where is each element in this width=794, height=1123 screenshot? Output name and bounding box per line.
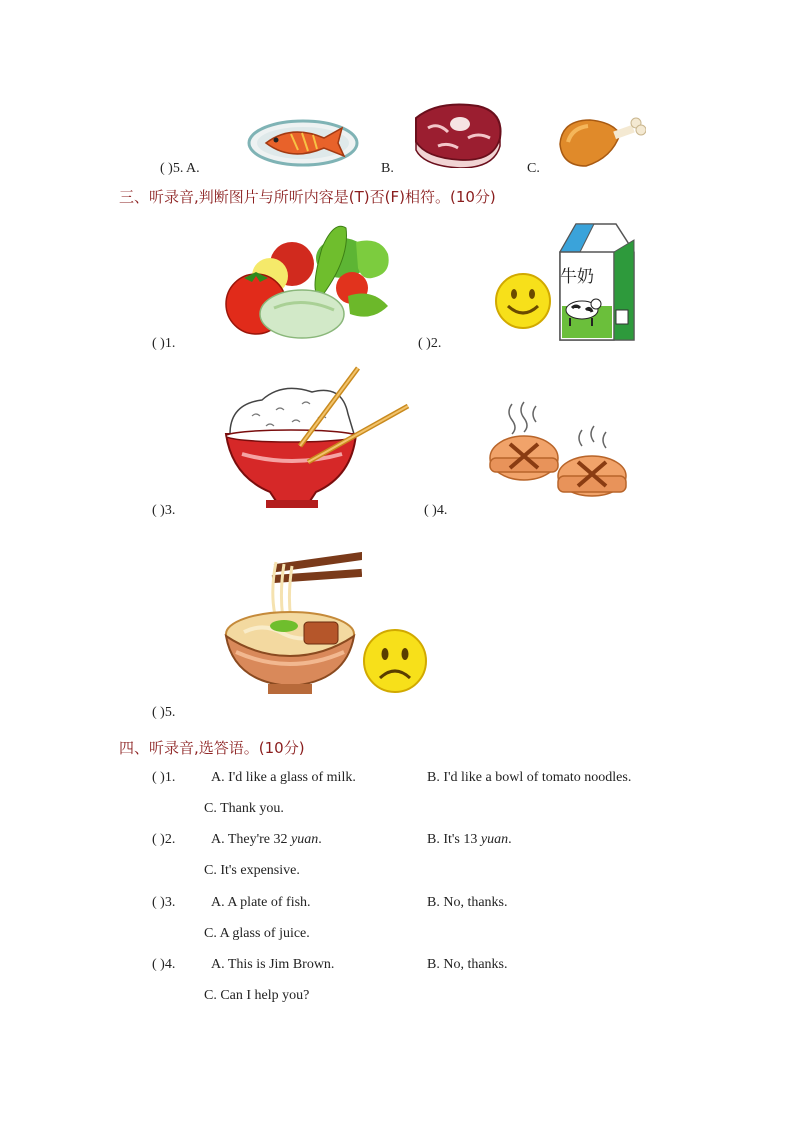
s4-q2-option-b-unit: yuan: [480, 832, 509, 847]
q5-label-c: C.: [527, 161, 540, 176]
s4-q4-number: ( )4.: [152, 957, 176, 972]
s4-q2-option-b: [427, 831, 512, 849]
section3-heading: 三、听录音,判断图片与所听内容是(T)否(F)相符。(10分): [119, 188, 496, 206]
s3-item5-label: ( )5.: [152, 705, 176, 720]
rice-bowl-image: [222, 364, 412, 514]
s3-item3-label: ( )3.: [152, 503, 176, 518]
s4-q3-number: ( )3.: [152, 895, 176, 910]
q5-prefix: ( )5. A.: [160, 161, 200, 176]
s4-q3-option-c: C. A glass of juice.: [204, 926, 310, 941]
s4-q2-number: ( )2.: [152, 832, 176, 847]
section4-heading: 四、听录音,选答语。(10分): [119, 739, 305, 757]
smiley-face-icon: [494, 272, 552, 330]
s4-q3-option-b: B. No, thanks.: [427, 895, 508, 910]
q5-label-b: B.: [381, 161, 394, 176]
chicken-leg-image: [556, 112, 646, 170]
noodle-bowl-image: [224, 552, 362, 700]
s4-q2-option-c: C. It's expensive.: [204, 863, 300, 878]
steak-image: [408, 98, 506, 168]
s4-q2-option-a: [211, 831, 322, 849]
s4-q2-option-a-text: A. They're 32: [211, 832, 292, 847]
s4-q2-option-b-end: .: [508, 832, 512, 847]
s4-q4-option-c: C. Can I help you?: [204, 988, 310, 1003]
s4-q1-option-a: A. I'd like a glass of milk.: [211, 770, 356, 785]
s3-item1-label: ( )1.: [152, 336, 176, 351]
s3-item4-label: ( )4.: [424, 503, 448, 518]
vegetables-image: [222, 218, 396, 340]
fish-plate-image: [246, 116, 360, 168]
s4-q1-number: ( )1.: [152, 770, 176, 785]
sad-face-icon: [362, 628, 428, 694]
s4-q2-option-a-end: .: [318, 832, 322, 847]
s4-q3-option-a: A. A plate of fish.: [211, 895, 311, 910]
milk-carton-label: 牛奶: [560, 267, 594, 287]
s4-q4-option-b: B. No, thanks.: [427, 957, 508, 972]
s4-q2-option-a-unit: yuan: [291, 832, 319, 847]
s4-q1-option-b: B. I'd like a bowl of tomato noodles.: [427, 770, 632, 785]
s4-q4-option-a: A. This is Jim Brown.: [211, 957, 335, 972]
s4-q2-option-b-text: B. It's 13: [427, 832, 481, 847]
s3-item2-label: ( )2.: [418, 336, 442, 351]
steamed-buns-image: [488, 400, 628, 502]
s4-q1-option-c: C. Thank you.: [204, 801, 284, 816]
